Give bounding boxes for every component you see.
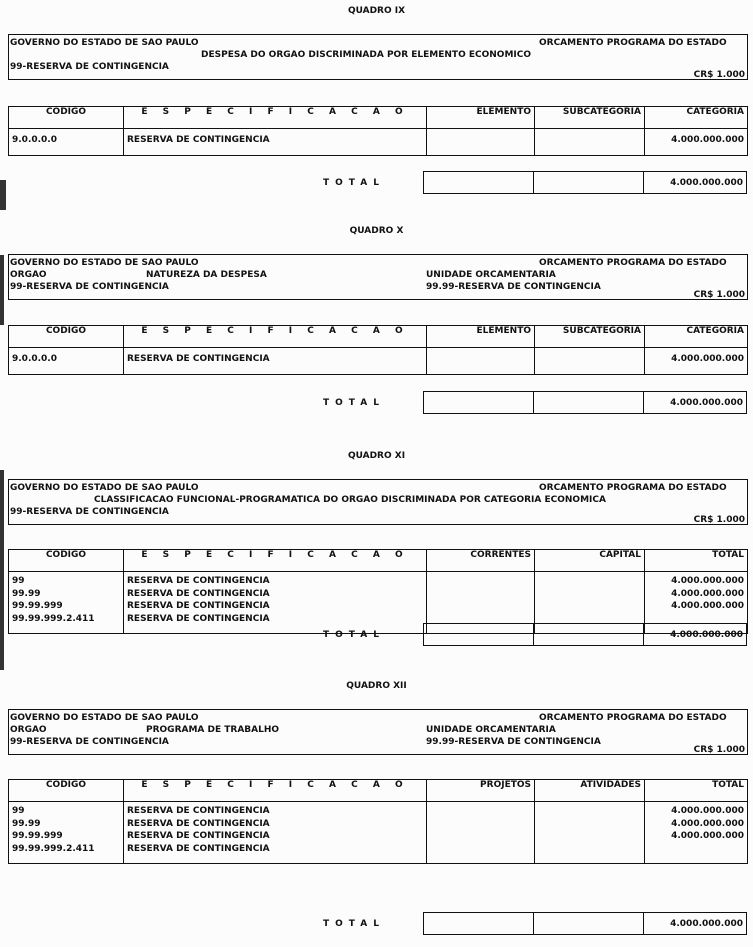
total-value <box>534 392 644 414</box>
table-header-row <box>9 107 748 129</box>
table-cell <box>124 348 427 375</box>
cell-value <box>430 600 531 613</box>
budget-title: ORCAMENTO PROGRAMA DO ESTADO <box>539 258 727 268</box>
total-values <box>424 392 747 414</box>
cell-value: 4.000.000.000 <box>671 576 744 586</box>
total-label: TOTAL <box>323 919 385 929</box>
cell-value <box>430 134 531 147</box>
unit-name: 99.99-RESERVA DE CONTINGENCIA <box>426 737 601 747</box>
government-name: GOVERNO DO ESTADO DE SAO PAULO <box>10 258 199 268</box>
government-name: GOVERNO DO ESTADO DE SAO PAULO <box>10 38 199 48</box>
column-header: ATIVIDADES <box>535 780 645 802</box>
total-table <box>423 623 747 646</box>
orgao-name: 99-RESERVA DE CONTINGENCIA <box>10 507 169 517</box>
table-row <box>9 802 748 864</box>
table-cell <box>9 129 124 156</box>
cell-value <box>430 353 531 366</box>
table-row <box>9 129 748 156</box>
header-box <box>8 479 748 525</box>
table-cell <box>645 348 748 375</box>
orgao-name: 99-RESERVA DE CONTINGENCIA <box>10 282 169 292</box>
column-header: E S P E C I F I C A C A O <box>124 107 427 129</box>
quadro-title: QUADRO XII <box>346 681 407 691</box>
table-header-row <box>9 780 748 802</box>
scan-artifact <box>0 255 4 325</box>
total-value <box>424 624 534 646</box>
total-table <box>423 912 747 935</box>
table-cell <box>535 348 645 375</box>
table-cell <box>645 129 748 156</box>
table-row <box>9 348 748 375</box>
cell-value <box>430 818 531 831</box>
total-value: 4.000.000.000 <box>644 624 747 646</box>
total-values <box>424 172 747 194</box>
header-box <box>8 34 748 80</box>
cell-value: RESERVA DE CONTINGENCIA <box>127 601 270 611</box>
column-header: TOTAL <box>645 550 748 572</box>
table-header-row <box>9 326 748 348</box>
cell-value: 4.000.000.000 <box>671 831 744 841</box>
orgao-label: ORGAO <box>10 270 47 280</box>
table-cell <box>535 802 645 864</box>
total-value <box>534 624 644 646</box>
quadro-title: QUADRO XI <box>347 451 406 461</box>
cell-value: 4.000.000.000 <box>671 135 744 145</box>
cell-value <box>538 830 641 843</box>
cell-value <box>538 134 641 147</box>
cell-value: 4.000.000.000 <box>671 818 744 829</box>
cell-value: 4.000.000.000 <box>671 354 744 364</box>
cell-value <box>538 575 641 588</box>
cell-value <box>430 830 531 843</box>
table-cell <box>427 348 535 375</box>
government-name: GOVERNO DO ESTADO DE SAO PAULO <box>10 713 199 723</box>
unit-label: UNIDADE ORCAMENTARIA <box>426 725 556 735</box>
cell-value <box>430 588 531 601</box>
cell-value: 9.0.0.0.0 <box>12 135 57 145</box>
cell-value: RESERVA DE CONTINGENCIA <box>127 613 270 624</box>
column-header: E S P E C I F I C A C A O <box>124 326 427 348</box>
table-cell <box>645 802 748 864</box>
cell-value: 99.99.999.2.411 <box>12 613 95 624</box>
header-box <box>8 709 748 755</box>
cell-value <box>538 353 641 366</box>
table-cell <box>9 348 124 375</box>
column-header: E S P E C I F I C A C A O <box>124 550 427 572</box>
total-value <box>424 172 534 194</box>
cell-value <box>430 843 531 856</box>
government-name: GOVERNO DO ESTADO DE SAO PAULO <box>10 483 199 493</box>
total-value: 4.000.000.000 <box>644 913 747 935</box>
column-header: CODIGO <box>9 107 124 129</box>
column-header: CORRENTES <box>427 550 535 572</box>
data-table <box>8 325 748 375</box>
currency-unit: CR$ 1.000 <box>693 290 745 300</box>
total-label: TOTAL <box>323 630 385 640</box>
cell-value: 4.000.000.000 <box>671 588 744 599</box>
cell-value <box>430 805 531 818</box>
data-table <box>8 779 748 864</box>
cell-value <box>538 818 641 831</box>
data-table <box>8 106 748 156</box>
total-values <box>424 913 747 935</box>
cell-value: 99 <box>12 806 25 816</box>
column-header: ELEMENTO <box>427 326 535 348</box>
total-value <box>534 913 644 935</box>
table-header-row <box>9 550 748 572</box>
cell-value <box>430 575 531 588</box>
total-values <box>424 624 747 646</box>
column-header: SUBCATEGORIA <box>535 107 645 129</box>
cell-value: 99.99 <box>12 588 41 599</box>
table-cell <box>124 129 427 156</box>
report-subtitle: NATUREZA DA DESPESA <box>146 270 267 280</box>
total-value <box>424 392 534 414</box>
column-header: PROJETOS <box>427 780 535 802</box>
currency-unit: CR$ 1.000 <box>693 515 745 525</box>
cell-value: RESERVA DE CONTINGENCIA <box>127 354 270 364</box>
total-value: 4.000.000.000 <box>644 172 747 194</box>
report-subtitle: DESPESA DO ORGAO DISCRIMINADA POR ELEMENTO ECONOMICO <box>201 50 532 60</box>
total-label: TOTAL <box>323 178 385 188</box>
budget-title: ORCAMENTO PROGRAMA DO ESTADO <box>539 38 727 48</box>
cell-value: RESERVA DE CONTINGENCIA <box>127 588 270 599</box>
orgao-label: ORGAO <box>10 725 47 735</box>
column-header: CODIGO <box>9 550 124 572</box>
cell-value: RESERVA DE CONTINGENCIA <box>127 831 270 841</box>
budget-title: ORCAMENTO PROGRAMA DO ESTADO <box>539 713 727 723</box>
quadro-title: QUADRO IX <box>347 6 406 16</box>
total-value <box>424 913 534 935</box>
cell-value <box>538 843 641 856</box>
column-header: CODIGO <box>9 780 124 802</box>
table-cell <box>9 802 124 864</box>
table-cell <box>427 129 535 156</box>
cell-value: 99.99.999 <box>12 601 63 611</box>
table-cell <box>124 572 427 634</box>
column-header: CODIGO <box>9 326 124 348</box>
column-header: CATEGORIA <box>645 326 748 348</box>
header-box <box>8 254 748 300</box>
table-cell <box>9 572 124 634</box>
total-table <box>423 391 747 414</box>
unit-name: 99.99-RESERVA DE CONTINGENCIA <box>426 282 601 292</box>
total-value <box>534 172 644 194</box>
cell-value: RESERVA DE CONTINGENCIA <box>127 843 270 854</box>
cell-value: 99 <box>12 576 25 586</box>
cell-value: RESERVA DE CONTINGENCIA <box>127 806 270 816</box>
budget-title: ORCAMENTO PROGRAMA DO ESTADO <box>539 483 727 493</box>
cell-value: RESERVA DE CONTINGENCIA <box>127 818 270 829</box>
cell-value: 99.99.999.2.411 <box>12 843 95 854</box>
quadro-title: QUADRO X <box>349 226 404 236</box>
cell-value: 99.99 <box>12 818 41 829</box>
currency-unit: CR$ 1.000 <box>693 745 745 755</box>
cell-value: RESERVA DE CONTINGENCIA <box>127 576 270 586</box>
total-label: TOTAL <box>323 398 385 408</box>
table-cell <box>427 802 535 864</box>
total-table <box>423 171 747 194</box>
column-header: ELEMENTO <box>427 107 535 129</box>
report-subtitle: PROGRAMA DE TRABALHO <box>146 725 280 735</box>
cell-value <box>648 843 744 856</box>
scan-artifact <box>0 470 4 670</box>
total-value: 4.000.000.000 <box>644 392 747 414</box>
column-header: TOTAL <box>645 780 748 802</box>
cell-value <box>538 600 641 613</box>
table-cell <box>124 802 427 864</box>
column-header: CATEGORIA <box>645 107 748 129</box>
currency-unit: CR$ 1.000 <box>693 70 745 80</box>
cell-value: 4.000.000.000 <box>671 601 744 611</box>
report-subtitle: CLASSIFICACAO FUNCIONAL-PROGRAMATICA DO ORGAO DISCRIMINADA POR CATEGORIA ECONOMICA <box>94 495 606 505</box>
scan-artifact <box>0 180 6 210</box>
cell-value: 99.99.999 <box>12 831 63 841</box>
cell-value: RESERVA DE CONTINGENCIA <box>127 135 270 145</box>
orgao-name: 99-RESERVA DE CONTINGENCIA <box>10 737 169 747</box>
cell-value <box>538 588 641 601</box>
cell-value <box>538 805 641 818</box>
table-cell <box>535 129 645 156</box>
cell-value: 4.000.000.000 <box>671 806 744 816</box>
column-header: SUBCATEGORIA <box>535 326 645 348</box>
column-header: E S P E C I F I C A C A O <box>124 780 427 802</box>
column-header: CAPITAL <box>535 550 645 572</box>
data-table <box>8 549 748 634</box>
cell-value: 9.0.0.0.0 <box>12 354 57 364</box>
unit-label: UNIDADE ORCAMENTARIA <box>426 270 556 280</box>
orgao-name: 99-RESERVA DE CONTINGENCIA <box>10 62 169 72</box>
